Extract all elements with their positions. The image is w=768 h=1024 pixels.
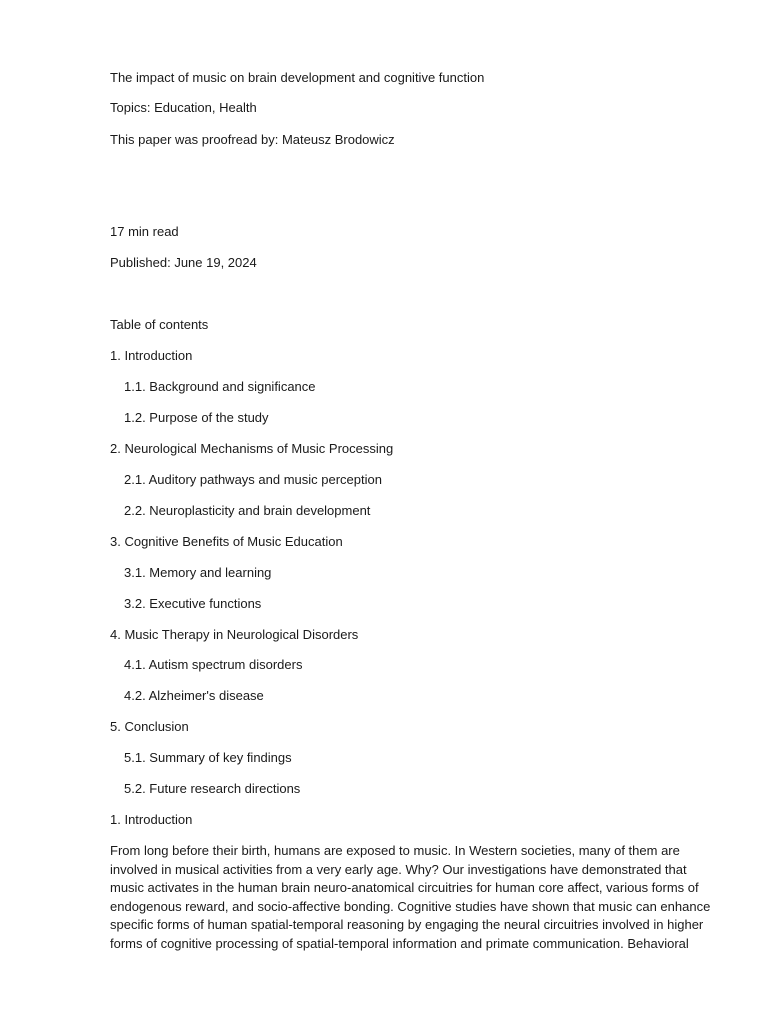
toc-subitem[interactable]: 5.2. Future research directions [124, 781, 301, 796]
published-date: Published: June 19, 2024 [110, 255, 257, 270]
paragraph-line: endogenous reward, and socio-affective bonding. Cognitive studies have shown that music can enhance [110, 898, 711, 914]
toc-item[interactable]: 4. Music Therapy in Neurological Disorders [110, 627, 359, 642]
toc-subitem[interactable]: 5.1. Summary of key findings [124, 750, 292, 765]
toc-subitem[interactable]: 4.1. Autism spectrum disorders [124, 657, 303, 672]
read-time: 17 min read [110, 224, 179, 239]
toc-item[interactable]: 1. Introduction [110, 348, 193, 363]
paragraph-line: From long before their birth, humans are exposed to music. In Western societies, many of them are [110, 843, 680, 858]
toc-subitem[interactable]: 4.2. Alzheimer's disease [124, 688, 264, 703]
toc-item[interactable]: 2. Neurological Mechanisms of Music Processing [110, 441, 394, 456]
toc-item[interactable]: 5. Conclusion [110, 719, 189, 734]
paragraph-line: involved in musical activities from a very early age. Why? Our investigations have demonstrated that [110, 861, 687, 877]
toc-heading: Table of contents [110, 317, 209, 332]
toc-subitem[interactable]: 1.1. Background and significance [124, 379, 316, 394]
toc-subitem[interactable]: 2.2. Neuroplasticity and brain development [124, 503, 371, 518]
toc-subitem[interactable]: 1.2. Purpose of the study [124, 410, 269, 425]
body-paragraph [110, 842, 710, 954]
proofread-line: This paper was proofread by: Mateusz Brodowicz [110, 132, 395, 147]
toc-subitem[interactable]: 2.1. Auditory pathways and music perception [124, 472, 382, 487]
paragraph-line: forms of cognitive processing of spatial-temporal information and primate communication. Behavioral [110, 935, 689, 951]
paragraph-line: music activates in the human brain neuro-anatomical circuitries for human core affect, various forms of [110, 880, 699, 896]
topics-line: Topics: Education, Health [110, 100, 257, 115]
toc-subitem[interactable]: 3.2. Executive functions [124, 596, 262, 611]
toc-subitem[interactable]: 3.1. Memory and learning [124, 565, 272, 580]
paragraph-line: specific forms of human spatial-temporal reasoning by engaging the neural circuitries involved in higher [110, 917, 704, 933]
toc-item[interactable]: 3. Cognitive Benefits of Music Education [110, 534, 343, 549]
document-page [110, 0, 710, 1024]
section-heading: 1. Introduction [110, 812, 193, 827]
document-title: The impact of music on brain development and cognitive function [110, 70, 485, 85]
